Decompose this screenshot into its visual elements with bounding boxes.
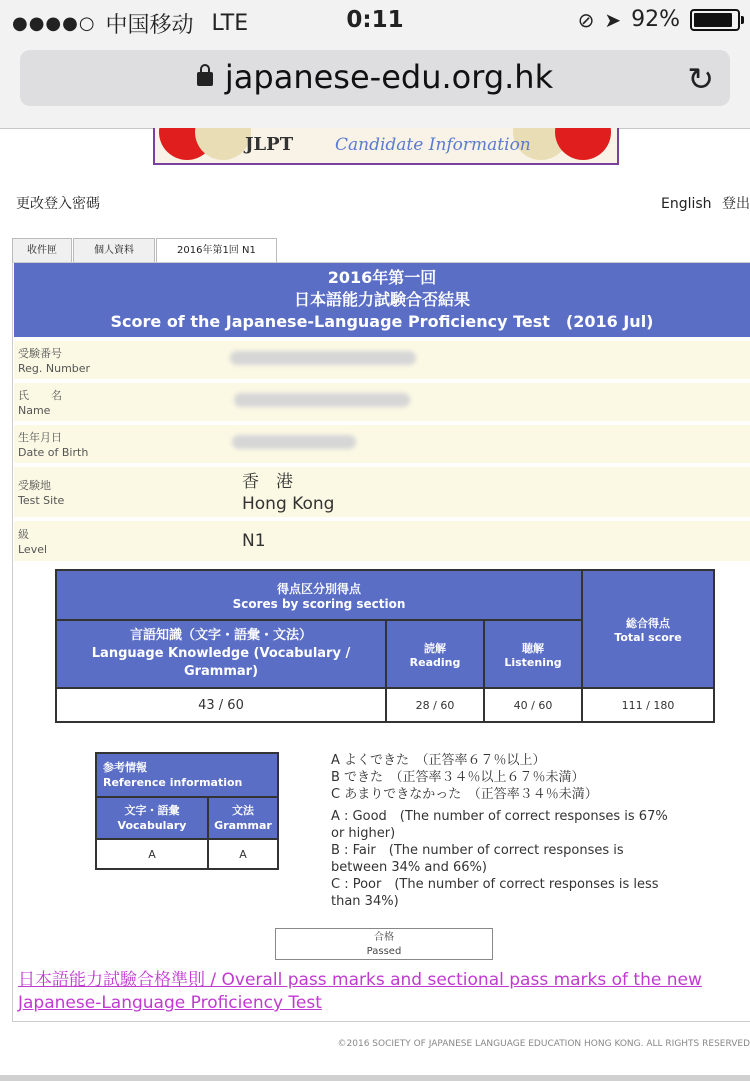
section-header-jp: 得点区分別得点 <box>276 581 361 596</box>
info-row-level <box>14 521 750 561</box>
banner-caption: Candidate Information <box>335 135 531 155</box>
reference-header-jp: 参考情報 <box>103 761 147 774</box>
reference-table <box>95 752 279 870</box>
total-score-header <box>582 570 714 688</box>
reading-score: 28 / 60 <box>386 688 484 722</box>
result-en: Passed <box>366 946 402 957</box>
result-box <box>275 928 493 960</box>
top-links <box>16 193 750 213</box>
bottom-toolbar-edge <box>0 1075 750 1081</box>
level-label-jp: 級 <box>18 528 29 541</box>
jlpt-logo: JLPT <box>245 134 294 155</box>
battery-percent: 92% <box>631 7 680 32</box>
battery-icon <box>690 9 740 31</box>
change-password-link[interactable]: 更改登入密碼 <box>16 196 100 212</box>
tab-2016-n1[interactable]: 2016年第1回 N1 <box>156 238 277 263</box>
level-label-en: Level <box>18 543 48 556</box>
info-row-site <box>14 467 750 517</box>
grammar-grade: A <box>208 839 278 869</box>
reference-header-en: Reference information <box>103 776 243 789</box>
lock-icon <box>197 72 213 86</box>
reg-label-en: Reg. Number <box>18 362 91 375</box>
redacted-dob <box>232 435 356 449</box>
page-title <box>14 263 750 337</box>
url-text: japanese-edu.org.hk <box>224 58 554 96</box>
scores-section-header <box>56 570 582 620</box>
info-row-reg <box>14 341 750 379</box>
site-label-jp: 受験地 <box>18 479 51 492</box>
name-label-jp: 氏 名 <box>18 389 62 402</box>
redacted-reg-number <box>230 351 416 365</box>
site-label-en: Test Site <box>18 494 65 507</box>
scores-table <box>55 569 715 723</box>
legend-c-jp: C あまりできなかった （正答率３４％未満） <box>331 787 598 802</box>
reg-label-jp: 受験番号 <box>18 347 62 360</box>
decorative-ball <box>555 128 611 160</box>
copyright-footer: ©2016 SOCIETY OF JAPANESE LANGUAGE EDUCATION HONG KONG. ALL RIGHTS RESERVED <box>337 1039 750 1049</box>
clock: 0:11 <box>346 7 404 33</box>
listening-jp: 聴解 <box>522 641 544 655</box>
language-knowledge-score: 43 / 60 <box>56 688 386 722</box>
lk-en: Language Knowledge (Vocabulary / Grammar) <box>91 646 351 679</box>
dob-label-jp: 生年月日 <box>18 431 62 444</box>
legend-b-jp: B できた （正答率３４％以上６７％未満） <box>331 770 585 785</box>
reload-icon[interactable]: ↻ <box>687 60 714 98</box>
legend-b-en: B : Fair (The number of correct responses is between 34% and 66%) <box>331 843 624 875</box>
tab-inbox[interactable]: 收件匣 <box>12 238 72 263</box>
site-banner <box>153 128 619 165</box>
language-knowledge-header <box>56 620 386 688</box>
total-jp: 総合得点 <box>626 616 670 630</box>
grade-legend <box>331 752 671 910</box>
legend-a-jp: A よくできた （正答率６７％以上） <box>331 753 546 768</box>
english-link[interactable]: English <box>660 196 712 212</box>
lk-jp: 言語知識（文字・語彙・文法） <box>129 628 312 643</box>
address-bar[interactable] <box>20 50 730 106</box>
reading-header <box>386 620 484 688</box>
title-line-2: 日本語能力試験合否結果 <box>293 290 470 309</box>
title-line-3: Score of the Japanese-Language Proficiency Test (2016 Jul) <box>110 312 654 331</box>
tab-profile[interactable]: 個人資料 <box>73 238 155 263</box>
reference-header <box>96 753 278 797</box>
section-header-en: Scores by scoring section <box>232 596 406 611</box>
decorative-ball <box>195 128 251 160</box>
name-label-en: Name <box>18 404 51 417</box>
grammar-en: Grammar <box>214 819 272 832</box>
site-value-jp: 香 港 <box>242 472 293 492</box>
location-icon: ➤ <box>604 7 622 32</box>
grammar-header <box>208 797 278 839</box>
orientation-lock-icon: ⊘ <box>577 7 595 32</box>
listening-en: Listening <box>504 655 562 669</box>
legend-a-en: A : Good (The number of correct responses is 67% or higher) <box>331 809 668 841</box>
dob-label-en: Date of Birth <box>18 446 89 459</box>
total-score: 111 / 180 <box>582 688 714 722</box>
signal-strength-icon: ●●●●○ <box>12 13 96 34</box>
reading-en: Reading <box>409 655 461 669</box>
reading-jp: 読解 <box>424 641 446 655</box>
vocabulary-header <box>96 797 208 839</box>
title-line-1: 2016年第一回 <box>327 268 437 287</box>
redacted-name <box>234 393 410 407</box>
pass-marks-link[interactable]: 日本語能力試驗合格準則 / Overall pass marks and sectional pass marks of the new Japanese-Language Proficiency Test <box>18 970 702 1013</box>
info-row-name <box>14 383 750 421</box>
listening-header <box>484 620 582 688</box>
network-type: LTE <box>211 11 249 36</box>
total-en: Total score <box>614 630 682 644</box>
vocabulary-grade: A <box>96 839 208 869</box>
level-value: N1 <box>242 531 266 551</box>
logout-link[interactable]: 登出 <box>722 196 750 212</box>
vocab-jp: 文字・語彙 <box>124 804 180 817</box>
listening-score: 40 / 60 <box>484 688 582 722</box>
carrier-name: 中国移动 <box>105 13 194 38</box>
legend-c-en: C : Poor (The number of correct responses is less than 34%) <box>331 877 659 909</box>
browser-toolbar <box>0 40 750 129</box>
info-row-dob <box>14 425 750 463</box>
status-bar <box>0 0 750 40</box>
vocab-en: Vocabulary <box>117 819 187 832</box>
site-value-en: Hong Kong <box>242 494 335 514</box>
tab-bar <box>12 238 278 263</box>
result-jp: 合格 <box>374 932 394 943</box>
grammar-jp: 文法 <box>232 804 254 817</box>
